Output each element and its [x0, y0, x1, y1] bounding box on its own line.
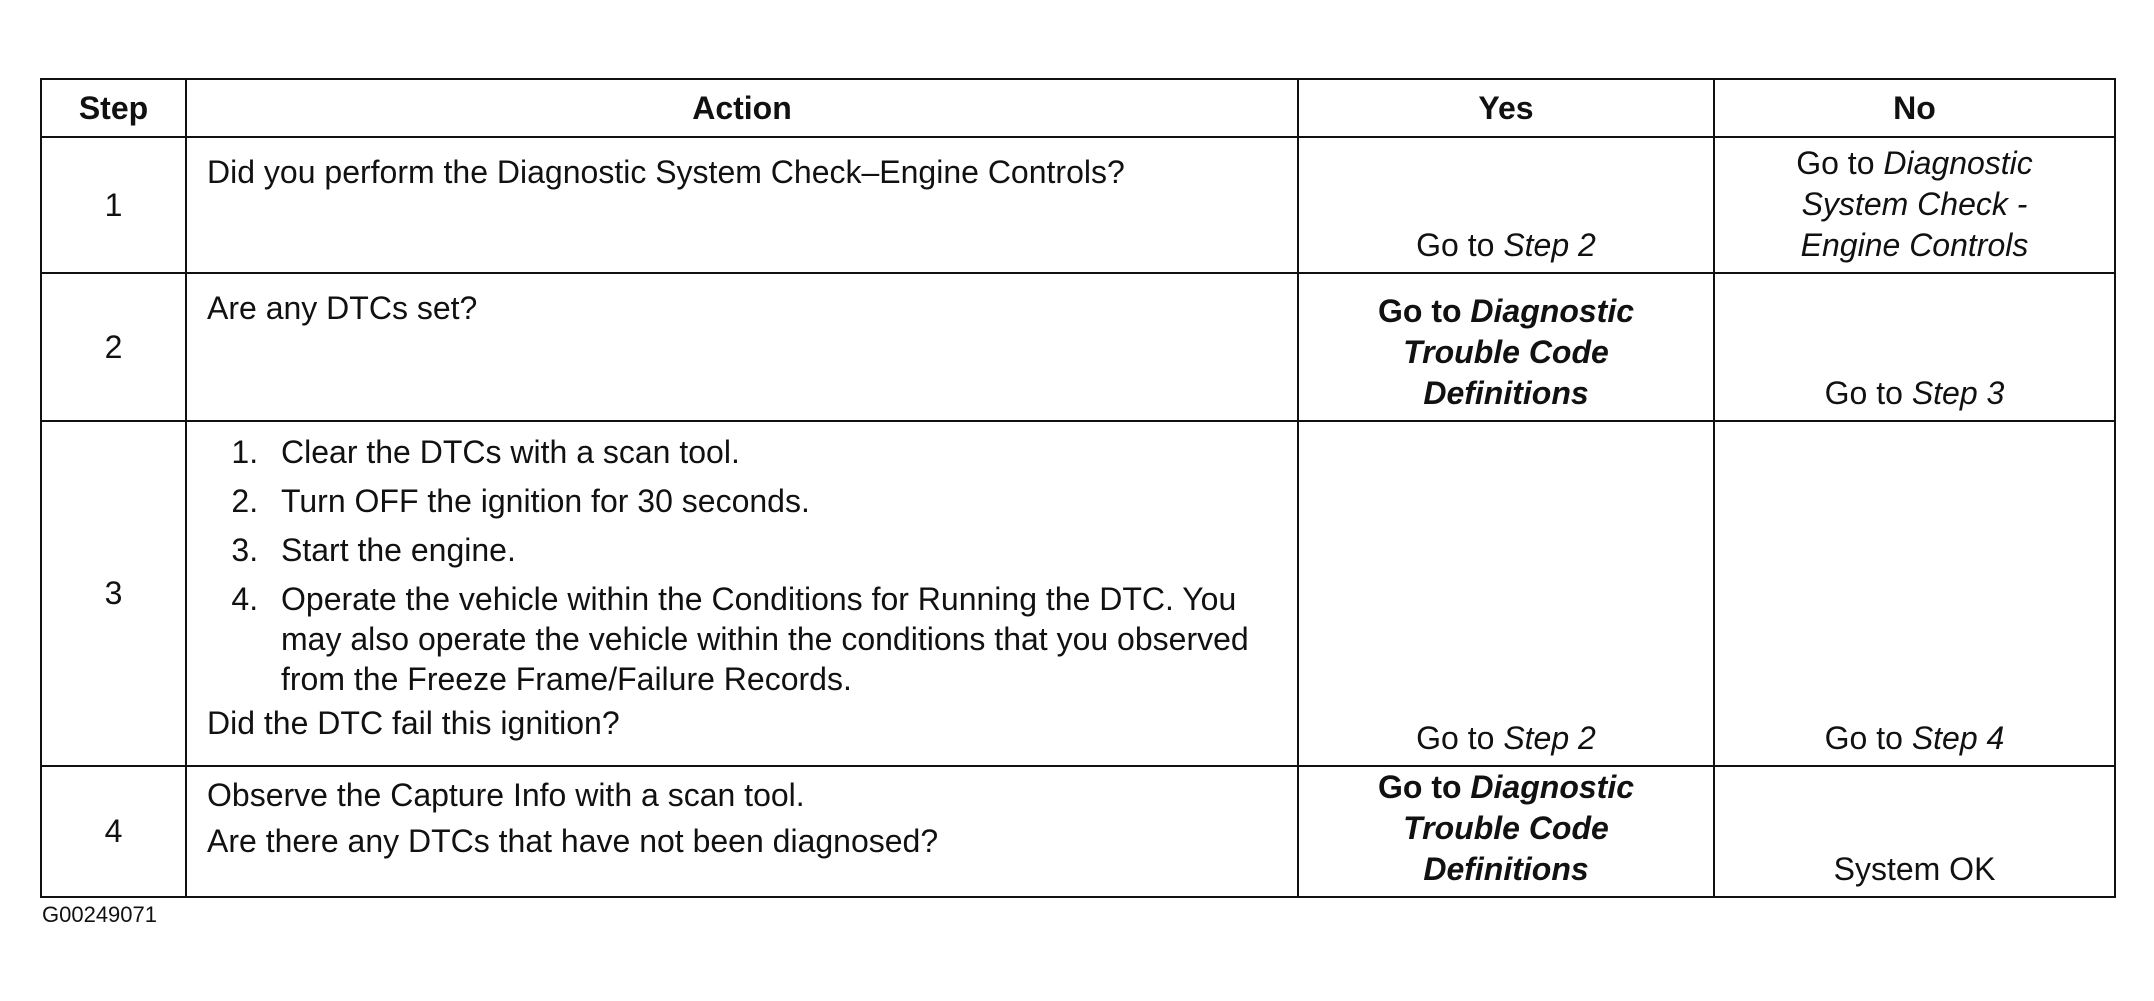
yes-reference: Definitions [1423, 375, 1589, 411]
table-row [41, 273, 2115, 421]
question-text: Did you perform the Diagnostic System Check–Engine Controls? [207, 154, 1125, 190]
step-number: 2 [41, 273, 186, 421]
action-cell [186, 766, 1298, 897]
yes-reference: Diagnostic [1470, 293, 1634, 329]
action-cell [186, 421, 1298, 766]
procedure-step: 3. Start the engine. [267, 530, 1297, 570]
no-cell [1714, 137, 2115, 273]
yes-prefix: Go to [1378, 293, 1471, 329]
header-row [41, 79, 2115, 137]
no-reference: Step 3 [1911, 375, 2005, 411]
header-yes: Yes [1298, 79, 1714, 137]
no-prefix: Go to [1824, 375, 1912, 411]
no-cell [1714, 766, 2115, 897]
yes-reference: Trouble Code [1403, 810, 1609, 846]
figure-code: G00249071 [42, 902, 157, 927]
action-cell [186, 273, 1298, 421]
step-number: 1 [41, 137, 186, 273]
no-reference: Engine Controls [1800, 227, 2029, 263]
no-reference: Step 4 [1911, 720, 2005, 756]
yes-prefix: Go to [1416, 720, 1504, 756]
instruction-text: Observe the Capture Info with a scan tool. [207, 777, 805, 813]
no-reference: Diagnostic [1883, 145, 2033, 181]
yes-reference: Step 2 [1503, 227, 1596, 263]
yes-prefix: Go to [1378, 769, 1471, 805]
question-text: Are any DTCs set? [207, 290, 478, 326]
header-step: Step [41, 79, 186, 137]
yes-reference: Diagnostic [1470, 769, 1634, 805]
yes-cell [1298, 421, 1714, 766]
yes-cell [1298, 273, 1714, 421]
yes-cell [1298, 766, 1714, 897]
question-text: Did the DTC fail this ignition? [207, 705, 620, 741]
table-row [41, 137, 2115, 273]
no-result: System OK [1833, 851, 1996, 887]
no-cell [1714, 421, 2115, 766]
yes-reference: Definitions [1423, 851, 1589, 887]
header-action: Action [186, 79, 1298, 137]
yes-prefix: Go to [1416, 227, 1504, 263]
step-number: 3 [41, 421, 186, 766]
yes-cell [1298, 137, 1714, 273]
procedure-list [207, 432, 1297, 699]
diagnostic-table [40, 78, 2116, 898]
question-text: Are there any DTCs that have not been diagnosed? [207, 823, 939, 859]
no-reference: System Check - [1801, 186, 2028, 222]
no-cell [1714, 273, 2115, 421]
action-cell [186, 137, 1298, 273]
yes-reference: Step 2 [1503, 720, 1596, 756]
procedure-step: 1. Clear the DTCs with a scan tool. [267, 432, 1297, 472]
procedure-step: 4. Operate the vehicle within the Conditions for Running the DTC. You may also operate the vehicle within the conditions that you observed from the Freeze Frame/Failure Records. [267, 579, 1297, 699]
no-prefix: Go to [1824, 720, 1912, 756]
procedure-step: 2. Turn OFF the ignition for 30 seconds. [267, 481, 1297, 521]
yes-reference: Trouble Code [1403, 334, 1609, 370]
table-row [41, 421, 2115, 766]
header-no: No [1714, 79, 2115, 137]
step-number: 4 [41, 766, 186, 897]
table-row [41, 766, 2115, 897]
no-prefix: Go to [1796, 145, 1884, 181]
